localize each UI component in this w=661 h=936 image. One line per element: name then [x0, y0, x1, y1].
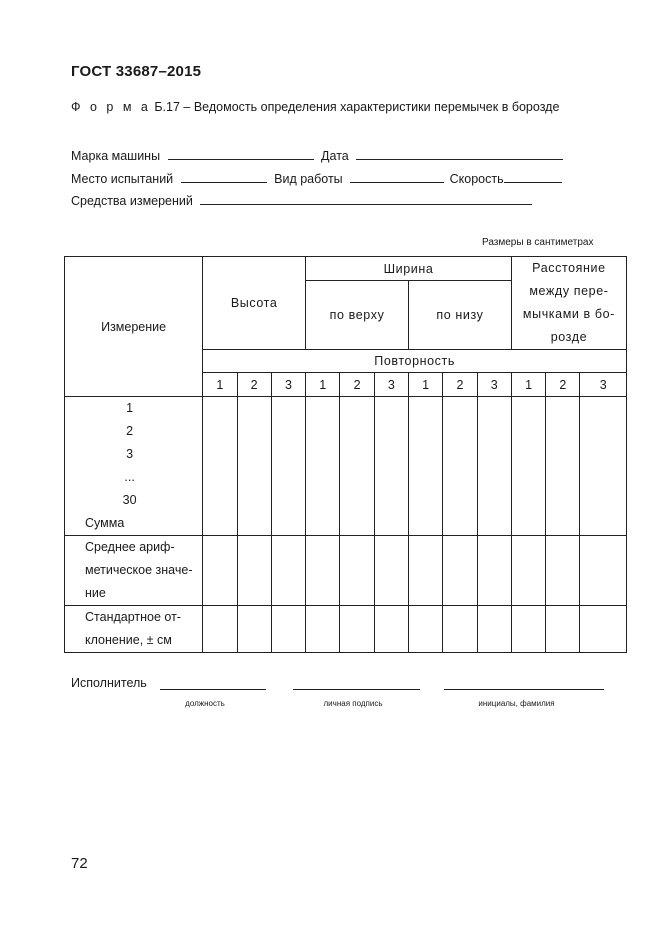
value-cell[interactable]: [546, 397, 580, 536]
mean-label: [65, 536, 203, 606]
measurement-item: 30: [122, 493, 137, 507]
test-place-label: Место испытаний: [71, 172, 174, 186]
header-height: [203, 257, 306, 350]
header-distance-line-3: мычками в бо-: [522, 307, 615, 321]
value-cell[interactable]: [580, 606, 627, 653]
value-cell[interactable]: [546, 606, 580, 653]
value-cell[interactable]: [443, 536, 477, 606]
value-cell[interactable]: [408, 536, 442, 606]
header-distance-line-1: Расстояние: [532, 261, 606, 275]
date-field[interactable]: [356, 147, 563, 160]
standard-number: ГОСТ 33687–2015: [71, 63, 202, 80]
header-repeat-label: Повторность: [374, 354, 455, 368]
measurement-table: [64, 256, 627, 653]
header-width-bottom-label: по низу: [436, 308, 484, 322]
std-label-line-2: клонение, ± см: [85, 633, 172, 647]
page-number: 72: [71, 855, 88, 872]
header-distance-line-2: между пере-: [529, 284, 609, 298]
header-width-bottom: [408, 281, 511, 350]
header-width-top: [306, 281, 409, 350]
value-cell[interactable]: [477, 536, 511, 606]
mean-label-line-3: ние: [85, 586, 106, 600]
position-caption: должность: [185, 699, 225, 708]
value-cell[interactable]: [580, 536, 627, 606]
sum-label: Сумма: [85, 516, 125, 530]
value-cell[interactable]: [408, 397, 442, 536]
work-type-label: Вид работы: [274, 172, 343, 186]
form-title: [71, 100, 559, 114]
std-label: [65, 606, 203, 653]
repeat-number: 2: [340, 373, 374, 397]
repeat-number: 1: [511, 373, 545, 397]
header-distance: [511, 257, 626, 350]
value-cell[interactable]: [511, 536, 545, 606]
value-cell[interactable]: [306, 536, 340, 606]
speed-field[interactable]: [504, 170, 562, 183]
mean-row: [65, 536, 627, 606]
form-number: Б.17: [154, 100, 180, 114]
value-cell[interactable]: [271, 606, 305, 653]
std-label-line-1: Стандартное от-: [85, 610, 181, 624]
repeat-number: 1: [306, 373, 340, 397]
repeat-number: 3: [477, 373, 511, 397]
machine-brand-field[interactable]: [168, 147, 314, 160]
value-cell[interactable]: [306, 606, 340, 653]
instruments-label: Средства измерений: [71, 194, 193, 208]
signature-caption: личная подпись: [323, 699, 383, 708]
value-cell[interactable]: [271, 397, 305, 536]
signature-line[interactable]: [293, 689, 420, 690]
repeat-number: 2: [443, 373, 477, 397]
value-cell[interactable]: [477, 606, 511, 653]
repeat-number: 2: [237, 373, 271, 397]
machine-date-row: [71, 147, 567, 165]
repeat-number: 1: [203, 373, 237, 397]
header-height-label: Высота: [230, 296, 278, 310]
repeat-number: 3: [580, 373, 627, 397]
name-line[interactable]: [444, 689, 604, 690]
value-cell[interactable]: [546, 536, 580, 606]
value-cell[interactable]: [443, 606, 477, 653]
value-cell[interactable]: [374, 606, 408, 653]
value-cell[interactable]: [443, 397, 477, 536]
instruments-field[interactable]: [200, 192, 532, 205]
date-label: Дата: [321, 149, 349, 163]
work-type-field[interactable]: [350, 170, 444, 183]
place-worktype-speed-row: [71, 170, 566, 188]
header-measurement: [65, 257, 203, 397]
header-width: [306, 257, 512, 281]
machine-brand-label: Марка машины: [71, 149, 161, 163]
measurement-item: 3: [126, 447, 134, 461]
value-cell[interactable]: [374, 536, 408, 606]
value-cell[interactable]: [511, 397, 545, 536]
header-measurement-label: Измерение: [101, 319, 167, 334]
measurements-list: [65, 397, 203, 536]
value-cell[interactable]: [237, 397, 271, 536]
value-cell[interactable]: [340, 536, 374, 606]
form-label: Ф о р м а: [71, 100, 151, 114]
value-cell[interactable]: [203, 536, 237, 606]
repeat-number: 3: [271, 373, 305, 397]
std-row: [65, 606, 627, 653]
measurement-item: ...: [124, 470, 135, 484]
value-cell[interactable]: [237, 536, 271, 606]
position-line[interactable]: [160, 689, 266, 690]
repeat-number: 3: [374, 373, 408, 397]
header-repeat: [203, 350, 627, 373]
repeat-number: 1: [408, 373, 442, 397]
units-note: Размеры в сантиметрах: [482, 237, 594, 248]
value-cell[interactable]: [580, 397, 627, 536]
repeat-number: 2: [546, 373, 580, 397]
measurement-item: 1: [126, 401, 134, 415]
value-cell[interactable]: [203, 397, 237, 536]
signature-label: Исполнитель: [71, 676, 147, 690]
mean-label-line-2: метическое значе-: [85, 563, 193, 577]
header-width-label: Ширина: [383, 261, 434, 276]
value-cell[interactable]: [203, 606, 237, 653]
value-cell[interactable]: [306, 397, 340, 536]
value-cell[interactable]: [340, 397, 374, 536]
value-cell[interactable]: [408, 606, 442, 653]
value-cell[interactable]: [477, 397, 511, 536]
value-cell[interactable]: [511, 606, 545, 653]
value-cell[interactable]: [340, 606, 374, 653]
value-cell[interactable]: [271, 536, 305, 606]
measurements-block: [65, 397, 627, 536]
mean-label-line-1: Среднее ариф-: [85, 540, 175, 554]
header-width-top-label: по верху: [329, 308, 385, 322]
value-cell[interactable]: [237, 606, 271, 653]
name-caption: инициалы, фамилия: [478, 699, 555, 708]
instruments-row: [71, 192, 536, 210]
measurement-item: 2: [126, 424, 134, 438]
header-distance-line-4: розде: [550, 330, 588, 344]
test-place-field[interactable]: [181, 170, 267, 183]
speed-label: Скорость: [449, 172, 504, 186]
value-cell[interactable]: [374, 397, 408, 536]
form-title-text: – Ведомость определения характеристики перемычек в борозде: [183, 100, 560, 114]
